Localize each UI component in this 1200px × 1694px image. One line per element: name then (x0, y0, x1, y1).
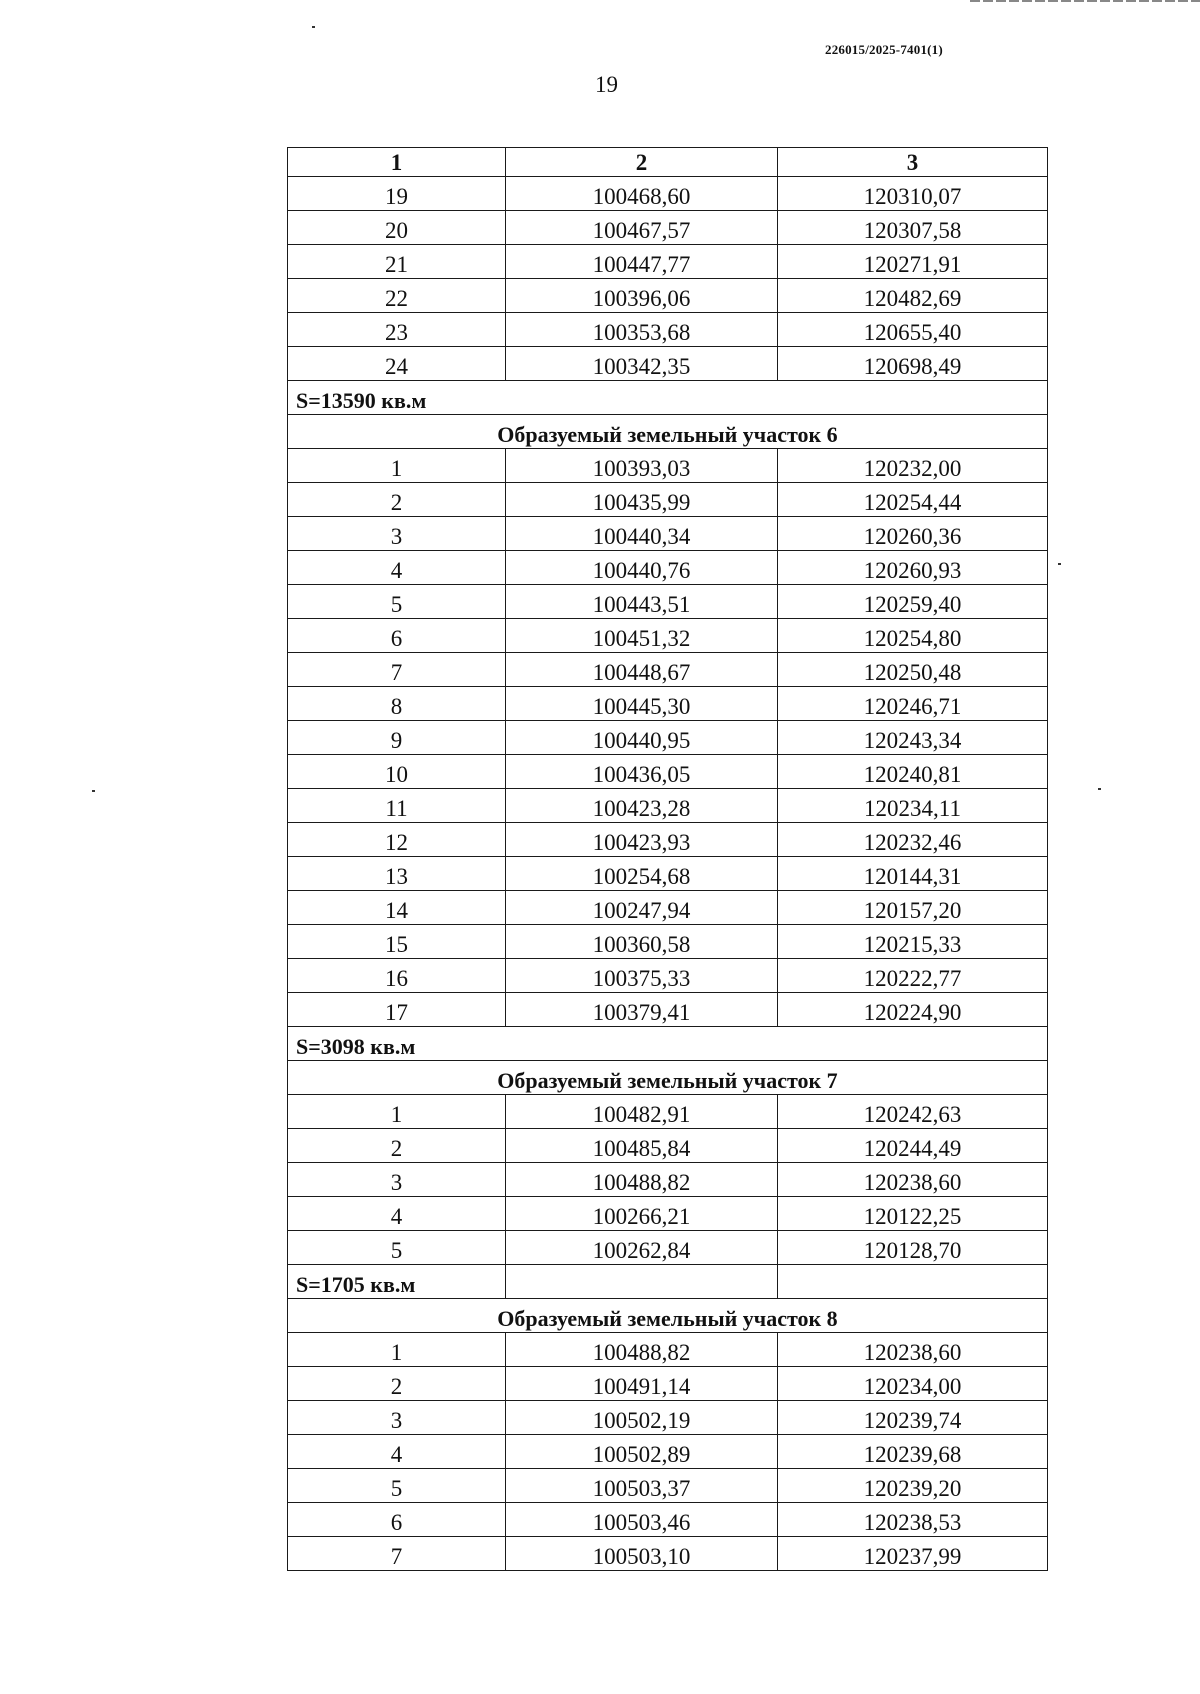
y-coordinate-cell: 120224,90 (778, 993, 1048, 1027)
table-row (288, 449, 1048, 483)
point-number-cell: 5 (288, 1469, 506, 1503)
point-number-cell: 12 (288, 823, 506, 857)
table-row (288, 925, 1048, 959)
x-coordinate-cell: 100342,35 (506, 347, 778, 381)
x-coordinate-cell: 100266,21 (506, 1197, 778, 1231)
point-number-cell: 14 (288, 891, 506, 925)
point-number-cell: 3 (288, 517, 506, 551)
area-label: S=1705 кв.м (288, 1265, 506, 1299)
point-number-cell: 4 (288, 551, 506, 585)
y-coordinate-cell: 120232,46 (778, 823, 1048, 857)
point-number-cell: 8 (288, 687, 506, 721)
y-coordinate-cell: 120240,81 (778, 755, 1048, 789)
x-coordinate-cell: 100491,14 (506, 1367, 778, 1401)
scan-speck (312, 26, 315, 28)
column-header: 1 (288, 148, 506, 177)
empty-cell (506, 1265, 778, 1299)
table-header-row (288, 148, 1048, 177)
x-coordinate-cell: 100502,19 (506, 1401, 778, 1435)
y-coordinate-cell: 120144,31 (778, 857, 1048, 891)
y-coordinate-cell: 120232,00 (778, 449, 1048, 483)
table-row (288, 245, 1048, 279)
table-row (288, 1231, 1048, 1265)
y-coordinate-cell: 120157,20 (778, 891, 1048, 925)
table-row (288, 789, 1048, 823)
point-number-cell: 3 (288, 1401, 506, 1435)
scan-speck (1098, 788, 1101, 790)
point-number-cell: 4 (288, 1197, 506, 1231)
point-number-cell: 22 (288, 279, 506, 313)
y-coordinate-cell: 120238,60 (778, 1163, 1048, 1197)
point-number-cell: 2 (288, 1367, 506, 1401)
table-row (288, 347, 1048, 381)
table-row (288, 891, 1048, 925)
point-number-cell: 7 (288, 653, 506, 687)
table-row (288, 313, 1048, 347)
plot-title-row (288, 1061, 1048, 1095)
y-coordinate-cell: 120307,58 (778, 211, 1048, 245)
point-number-cell: 9 (288, 721, 506, 755)
table-row (288, 585, 1048, 619)
y-coordinate-cell: 120238,60 (778, 1333, 1048, 1367)
y-coordinate-cell: 120254,80 (778, 619, 1048, 653)
page-number: 19 (595, 72, 618, 97)
point-number-cell: 5 (288, 1231, 506, 1265)
area-label: S=3098 кв.м (288, 1027, 1048, 1061)
table-row (288, 959, 1048, 993)
y-coordinate-cell: 120254,44 (778, 483, 1048, 517)
table-row (288, 1537, 1048, 1571)
x-coordinate-cell: 100423,93 (506, 823, 778, 857)
x-coordinate-cell: 100375,33 (506, 959, 778, 993)
y-coordinate-cell: 120250,48 (778, 653, 1048, 687)
x-coordinate-cell: 100451,32 (506, 619, 778, 653)
point-number-cell: 3 (288, 1163, 506, 1197)
y-coordinate-cell: 120234,11 (778, 789, 1048, 823)
x-coordinate-cell: 100396,06 (506, 279, 778, 313)
table-row (288, 279, 1048, 313)
y-coordinate-cell: 120222,77 (778, 959, 1048, 993)
coordinates-table (287, 147, 1048, 1571)
y-coordinate-cell: 120698,49 (778, 347, 1048, 381)
coordinates-table-container (287, 147, 1047, 1571)
table-row (288, 755, 1048, 789)
y-coordinate-cell: 120239,68 (778, 1435, 1048, 1469)
point-number-cell: 2 (288, 1129, 506, 1163)
table-row (288, 993, 1048, 1027)
point-number-cell: 1 (288, 449, 506, 483)
x-coordinate-cell: 100360,58 (506, 925, 778, 959)
x-coordinate-cell: 100440,76 (506, 551, 778, 585)
y-coordinate-cell: 120215,33 (778, 925, 1048, 959)
point-number-cell: 15 (288, 925, 506, 959)
table-row (288, 211, 1048, 245)
y-coordinate-cell: 120260,36 (778, 517, 1048, 551)
y-coordinate-cell: 120239,74 (778, 1401, 1048, 1435)
y-coordinate-cell: 120655,40 (778, 313, 1048, 347)
x-coordinate-cell: 100436,05 (506, 755, 778, 789)
x-coordinate-cell: 100503,10 (506, 1537, 778, 1571)
point-number-cell: 10 (288, 755, 506, 789)
x-coordinate-cell: 100503,46 (506, 1503, 778, 1537)
x-coordinate-cell: 100488,82 (506, 1163, 778, 1197)
plot-title: Образуемый земельный участок 7 (288, 1061, 1048, 1095)
x-coordinate-cell: 100443,51 (506, 585, 778, 619)
y-coordinate-cell: 120239,20 (778, 1469, 1048, 1503)
scan-speck (92, 790, 95, 792)
table-row (288, 619, 1048, 653)
x-coordinate-cell: 100254,68 (506, 857, 778, 891)
x-coordinate-cell: 100435,99 (506, 483, 778, 517)
point-number-cell: 21 (288, 245, 506, 279)
column-header: 2 (506, 148, 778, 177)
table-row (288, 1095, 1048, 1129)
table-row (288, 177, 1048, 211)
table-row (288, 823, 1048, 857)
point-number-cell: 5 (288, 585, 506, 619)
point-number-cell: 7 (288, 1537, 506, 1571)
table-row (288, 517, 1048, 551)
x-coordinate-cell: 100262,84 (506, 1231, 778, 1265)
point-number-cell: 4 (288, 1435, 506, 1469)
point-number-cell: 1 (288, 1333, 506, 1367)
empty-cell (778, 1265, 1048, 1299)
y-coordinate-cell: 120122,25 (778, 1197, 1048, 1231)
table-row (288, 1163, 1048, 1197)
x-coordinate-cell: 100467,57 (506, 211, 778, 245)
x-coordinate-cell: 100502,89 (506, 1435, 778, 1469)
column-header: 3 (778, 148, 1048, 177)
table-row (288, 1197, 1048, 1231)
x-coordinate-cell: 100468,60 (506, 177, 778, 211)
x-coordinate-cell: 100379,41 (506, 993, 778, 1027)
table-row (288, 1333, 1048, 1367)
y-coordinate-cell: 120234,00 (778, 1367, 1048, 1401)
plot-title-row (288, 1299, 1048, 1333)
y-coordinate-cell: 120243,34 (778, 721, 1048, 755)
point-number-cell: 17 (288, 993, 506, 1027)
y-coordinate-cell: 120244,49 (778, 1129, 1048, 1163)
x-coordinate-cell: 100440,34 (506, 517, 778, 551)
area-row (288, 1027, 1048, 1061)
point-number-cell: 13 (288, 857, 506, 891)
x-coordinate-cell: 100353,68 (506, 313, 778, 347)
y-coordinate-cell: 120260,93 (778, 551, 1048, 585)
plot-title: Образуемый земельный участок 6 (288, 415, 1048, 449)
x-coordinate-cell: 100440,95 (506, 721, 778, 755)
table-row (288, 1367, 1048, 1401)
point-number-cell: 20 (288, 211, 506, 245)
y-coordinate-cell: 120128,70 (778, 1231, 1048, 1265)
y-coordinate-cell: 120246,71 (778, 687, 1048, 721)
point-number-cell: 11 (288, 789, 506, 823)
plot-title-row (288, 415, 1048, 449)
y-coordinate-cell: 120271,91 (778, 245, 1048, 279)
x-coordinate-cell: 100445,30 (506, 687, 778, 721)
table-row (288, 1503, 1048, 1537)
table-row (288, 687, 1048, 721)
point-number-cell: 19 (288, 177, 506, 211)
point-number-cell: 1 (288, 1095, 506, 1129)
table-row (288, 721, 1048, 755)
x-coordinate-cell: 100247,94 (506, 891, 778, 925)
x-coordinate-cell: 100503,37 (506, 1469, 778, 1503)
y-coordinate-cell: 120482,69 (778, 279, 1048, 313)
area-row (288, 1265, 1048, 1299)
table-row (288, 857, 1048, 891)
x-coordinate-cell: 100448,67 (506, 653, 778, 687)
document-id: 226015/2025-7401(1) (825, 42, 943, 57)
table-row (288, 1129, 1048, 1163)
x-coordinate-cell: 100488,82 (506, 1333, 778, 1367)
x-coordinate-cell: 100482,91 (506, 1095, 778, 1129)
point-number-cell: 6 (288, 1503, 506, 1537)
table-row (288, 1435, 1048, 1469)
area-row (288, 381, 1048, 415)
table-row (288, 551, 1048, 585)
y-coordinate-cell: 120259,40 (778, 585, 1048, 619)
point-number-cell: 24 (288, 347, 506, 381)
table-row (288, 653, 1048, 687)
x-coordinate-cell: 100485,84 (506, 1129, 778, 1163)
y-coordinate-cell: 120238,53 (778, 1503, 1048, 1537)
y-coordinate-cell: 120242,63 (778, 1095, 1048, 1129)
table-row (288, 483, 1048, 517)
scan-speck (1058, 563, 1061, 565)
point-number-cell: 2 (288, 483, 506, 517)
table-row (288, 1401, 1048, 1435)
scan-edge-artifact (970, 0, 1200, 2)
y-coordinate-cell: 120237,99 (778, 1537, 1048, 1571)
point-number-cell: 23 (288, 313, 506, 347)
plot-title: Образуемый земельный участок 8 (288, 1299, 1048, 1333)
point-number-cell: 6 (288, 619, 506, 653)
y-coordinate-cell: 120310,07 (778, 177, 1048, 211)
table-row (288, 1469, 1048, 1503)
x-coordinate-cell: 100423,28 (506, 789, 778, 823)
point-number-cell: 16 (288, 959, 506, 993)
x-coordinate-cell: 100393,03 (506, 449, 778, 483)
area-label: S=13590 кв.м (288, 381, 1048, 415)
x-coordinate-cell: 100447,77 (506, 245, 778, 279)
